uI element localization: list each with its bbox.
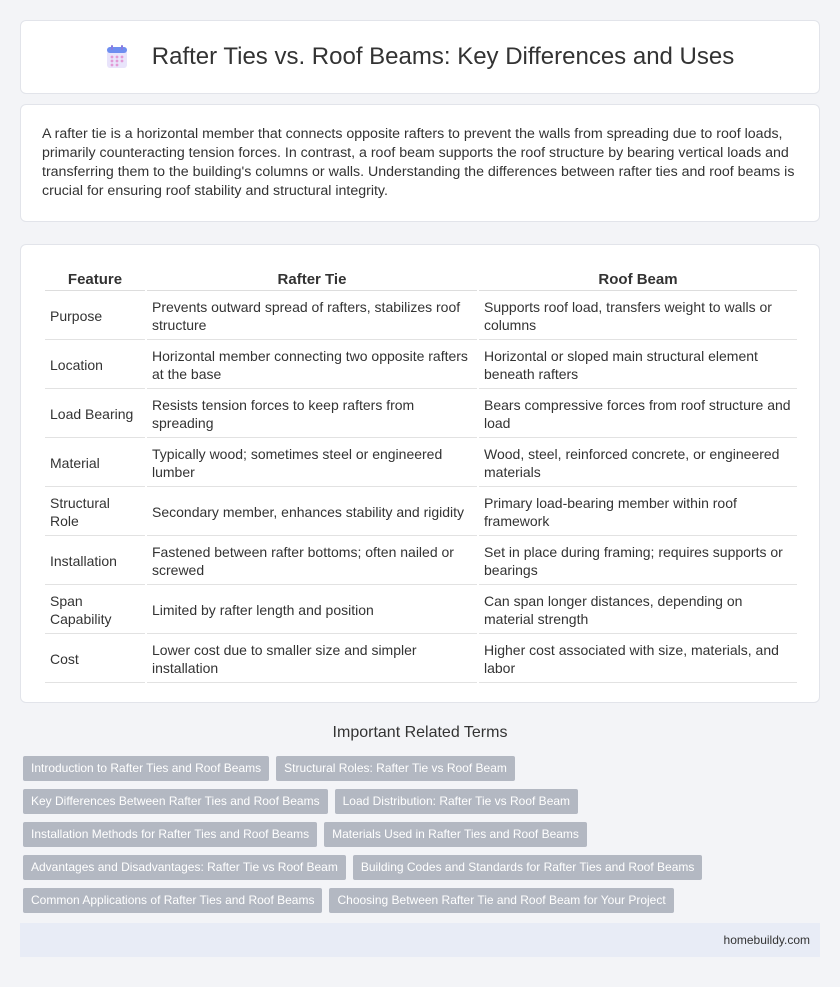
- intro-text: A rafter tie is a horizontal member that connects opposite rafters to prevent the walls from spreading due to roof loads, primarily counteracting tension forces. In contrast, a roof beam supports the roof structure by bearing vertical loads and transferring them to the building's columns or walls. Understanding the differences between rafter ties and roof beams is crucial for ensuring roof stability and structural integrity.: [42, 126, 795, 199]
- comparison-table-card: [20, 244, 820, 703]
- rafter-tie-cell: Prevents outward spread of rafters, stabilizes roof structure: [147, 293, 477, 340]
- table-row: [45, 440, 797, 487]
- rafter-tie-cell: Horizontal member connecting two opposite rafters at the base: [147, 342, 477, 389]
- table-row: [45, 587, 797, 634]
- feature-cell: Location: [45, 342, 145, 389]
- table-row: [45, 293, 797, 340]
- related-term-tag[interactable]: Key Differences Between Rafter Ties and Roof Beams: [23, 789, 328, 814]
- feature-cell: Material: [45, 440, 145, 487]
- related-term-tag[interactable]: Structural Roles: Rafter Tie vs Roof Beam: [276, 756, 515, 781]
- rafter-tie-cell: Lower cost due to smaller size and simpler installation: [147, 636, 477, 683]
- related-term-tag[interactable]: Common Applications of Rafter Ties and Roof Beams: [23, 888, 322, 913]
- rafter-tie-cell: Secondary member, enhances stability and rigidity: [147, 489, 477, 536]
- rafter-tie-cell: Fastened between rafter bottoms; often nailed or screwed: [147, 538, 477, 585]
- related-term-tag[interactable]: Building Codes and Standards for Rafter Ties and Roof Beams: [353, 855, 703, 880]
- feature-cell: Cost: [45, 636, 145, 683]
- rafter-tie-cell: Typically wood; sometimes steel or engineered lumber: [147, 440, 477, 487]
- rafter-tie-cell: Resists tension forces to keep rafters from spreading: [147, 391, 477, 438]
- related-term-tag[interactable]: Choosing Between Rafter Tie and Roof Beam for Your Project: [329, 888, 673, 913]
- table-row: [45, 489, 797, 536]
- roof-beam-cell: Bears compressive forces from roof structure and load: [479, 391, 797, 438]
- roof-beam-cell: Set in place during framing; requires supports or bearings: [479, 538, 797, 585]
- related-terms-list: [23, 756, 823, 913]
- footer: [20, 923, 820, 957]
- related-term-tag[interactable]: Introduction to Rafter Ties and Roof Beams: [23, 756, 269, 781]
- feature-cell: Structural Role: [45, 489, 145, 536]
- related-term-tag[interactable]: Materials Used in Rafter Ties and Roof Beams: [324, 822, 587, 847]
- page-header: [20, 20, 820, 94]
- related-term-tag[interactable]: Installation Methods for Rafter Ties and Roof Beams: [23, 822, 317, 847]
- related-terms-title: Important Related Terms: [332, 724, 508, 741]
- table-header-row: [45, 267, 797, 291]
- roof-beam-cell: Higher cost associated with size, materials, and labor: [479, 636, 797, 683]
- roof-beam-cell: Wood, steel, reinforced concrete, or engineered materials: [479, 440, 797, 487]
- table-row: [45, 342, 797, 389]
- column-header-roof-beam: Roof Beam: [479, 267, 797, 291]
- column-header-rafter-tie: Rafter Tie: [147, 267, 477, 291]
- intro-card: [20, 104, 820, 222]
- table-row: [45, 636, 797, 683]
- roof-beam-cell: Can span longer distances, depending on material strength: [479, 587, 797, 634]
- page-title: Rafter Ties vs. Roof Beams: Key Differences and Uses: [151, 43, 735, 70]
- rafter-tie-cell: Limited by rafter length and position: [147, 587, 477, 634]
- roof-beam-cell: Primary load-bearing member within roof framework: [479, 489, 797, 536]
- calendar-icon: [106, 44, 128, 70]
- related-term-tag[interactable]: Advantages and Disadvantages: Rafter Tie vs Roof Beam: [23, 855, 346, 880]
- roof-beam-cell: Supports roof load, transfers weight to walls or columns: [479, 293, 797, 340]
- feature-cell: Load Bearing: [45, 391, 145, 438]
- feature-cell: Span Capability: [45, 587, 145, 634]
- feature-cell: Installation: [45, 538, 145, 585]
- feature-cell: Purpose: [45, 293, 145, 340]
- table-row: [45, 538, 797, 585]
- roof-beam-cell: Horizontal or sloped main structural element beneath rafters: [479, 342, 797, 389]
- footer-site-link[interactable]: homebuildy.com: [723, 933, 810, 947]
- column-header-feature: Feature: [45, 267, 145, 291]
- table-row: [45, 391, 797, 438]
- related-term-tag[interactable]: Load Distribution: Rafter Tie vs Roof Beam: [335, 789, 578, 814]
- comparison-table: [43, 265, 799, 685]
